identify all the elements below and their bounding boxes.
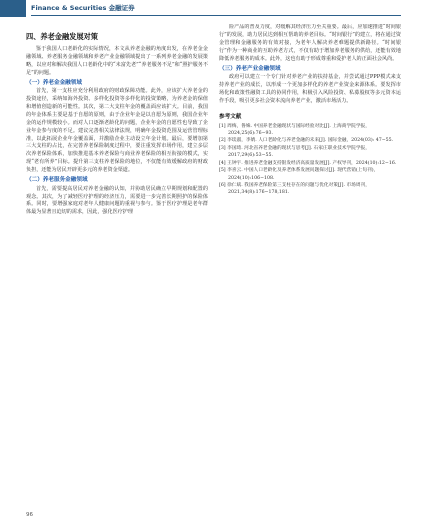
paragraph-pension-finance: 首先，第一支柱应充分利用政府的财政保障功能。此外，应该扩大养老金的投资途径，采纳如海外投资、多样化投资等多样化的投资策略，为养老金的保值和增值创造新的可能性。其次，第二大支柱年金的覆盖面应该扩大。目前，我国的年金体系主要是基于自愿的原则，由于企业年金是以自愿为原则，我国企业年金的运作规模较小。而对人口逐渐老龄化的问题，企业年金的自愿性也导致了企业年金参与度的不足。建议完善相关法律法规，明确年金投资范围及运营管理标准，以此拓展企业年金覆盖面，并激励企业主动设立年金计划。最后，要增加第三大支柱的占比，在完善养老保险制度过程中，要注重发挥市场作用，建立多层次养老保险体系，加快推进基本养老保险与商业养老保险的相互衔接的模式，实现“老有所养”目标。提升第三支柱养老保险的地位，不仅能有效缓解政府的财政负担，还能为居民开辟更多元的养老资金渠道。 — [26, 88, 208, 174]
references-list — [219, 123, 401, 197]
subheading-pension-finance: （一）养老金金融领域 — [26, 79, 82, 86]
intro-paragraph: 鉴于我国人口老龄化的实际情况，本文从养老金融的角度出发，在养老金金融领域、养老服务金融领域和养老产业金融领域提出了一系列养老金融的发展策略，以应对和解决我国人口老龄化中的“未富先老”“养老服务不足”和“照护服务不足”的问题。 — [26, 46, 208, 76]
reference-item: [3] 李国琦. 河北省养老金融的现状与思考[J]. 石家庄职业技术学院学报，2017,29(6):53−55. — [219, 145, 370, 159]
left-column — [26, 24, 208, 494]
reference-item: [5] 李喜云. 中国人口老龄化及养老体系发展问题探讨[J]. 现代营销(上旬刊)，2024(10):106−108. — [219, 168, 379, 181]
reference-item: [1] 周梅，鲁姝. 中国养老金融现状与国际经验对比[J]. 上海商学院学报，2024,25(6):76−93. — [219, 123, 370, 137]
reference-item: [2] 李琰淑，李婧. 人口老龄化与养老金融的未来[J]. 国际金融，2024(03): 47−55. — [219, 138, 394, 144]
section-title: 四、养老金融发展对策 — [26, 32, 98, 41]
paragraph-industry-finance: 政府可以建立一个专门针对养老产业的扶持基金，并尝试通过PPP模式来支持养老产业的成长，以形成一个更加多样化的养老产业资金来源体系。要发挥市场化和政策性融资工具的协同作用，积极引入风险投资、私募股权等多元资本运作手段，吸引更多社会资本流向养老产业，激活市场活力。 — [219, 74, 401, 104]
paragraph-service-finance: 首先，需要提高居民对养老金融的认知，并协助居民确立早期规划和配置的观念。其次，为了减轻医疗护理的经济压力，需要进一步完善长期照护的保险体系。同时，要增强家庭对老年人健康问题的重视与参与。鉴于医疗护理是老年群体最为显著且迫切的需求，因此，强化医疗护理 — [26, 185, 208, 216]
paragraph-continued: 险产品的普及力度，对缓解其经济压力至关重要。最后，应加速推进“时间银行”的发展，助力居民达到相互帮助的养老目标。“时间银行”的建立，将在通过资金管理和金融服务的有效对接，为老年人解决养老难题提供新路径。“时间银行”作为一种商业的互助养老方式，不仅有助于增加养老服务的供给，还能有效地降低养老服务的成本。此外，这也有助于形成尊重和爱护老人的正面社会风尚。 — [219, 24, 401, 62]
page-header — [0, 0, 427, 17]
references-title: 参考文献 — [219, 113, 242, 120]
header-rule — [31, 15, 401, 16]
reference-item: [6] 徐仁斌. 我国养老保险第三支柱存在的问题与优化对策[J]. 市场周刊，2021,34(8):176−178,181. — [219, 182, 370, 196]
reference-item: [4] 王钟宇. 推进养老金融支持银发经济高质量发展[J]. 产权导刊，2024(10):12−16. — [219, 160, 397, 166]
subheading-service-finance: （二）养老服务金融领域 — [26, 177, 88, 184]
right-column — [219, 24, 401, 494]
journal-title: Finance & Securities 金融证券 — [31, 4, 135, 12]
page-number: 96 — [26, 512, 33, 518]
header-accent-block — [0, 0, 26, 17]
subheading-industry-finance: （三）养老产业金融领域 — [219, 65, 281, 72]
